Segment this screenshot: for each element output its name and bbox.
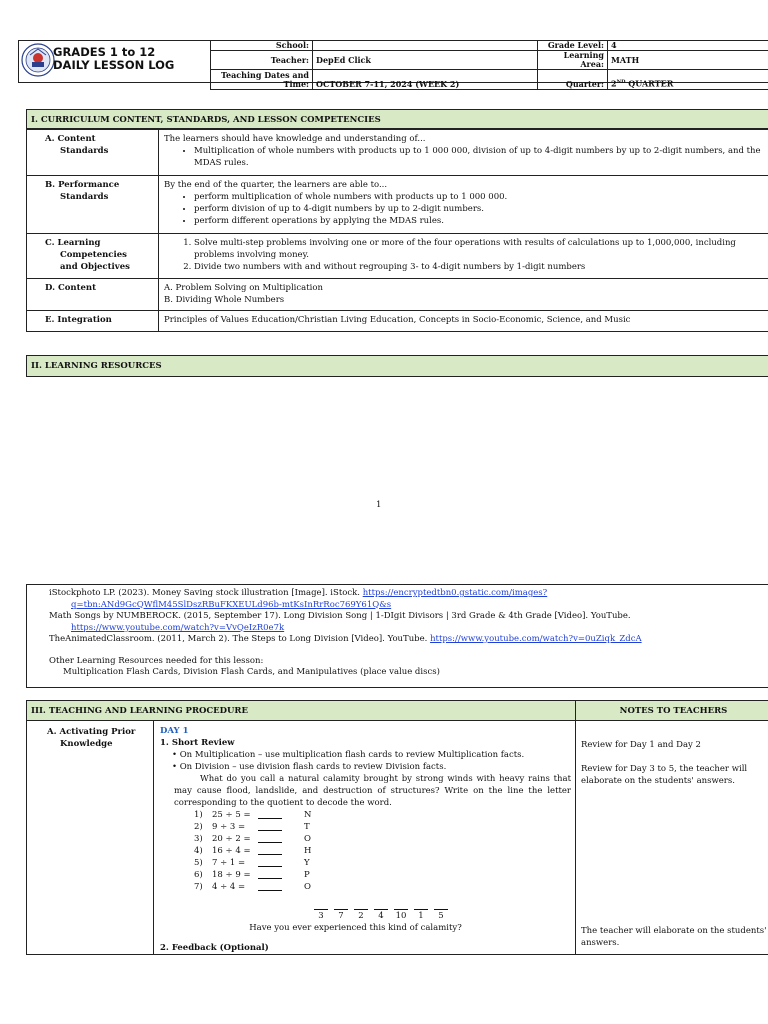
competencies-label [27,234,159,279]
note-1: Review for Day 1 and Day 2 [581,740,701,750]
quarter-label: Quarter: [538,70,608,90]
problem-expression: 25 ÷ 5 = [212,810,251,820]
problem-expression: 16 ÷ 4 = [212,846,251,856]
content-standards-label [27,130,159,176]
content-label: D. Content [27,279,159,311]
content-topic-a: A. Problem Solving on Multiplication [164,283,323,293]
problem-row [194,869,571,881]
feedback-heading: 2. Feedback (Optional) [160,943,269,953]
section1-header: I. CURRICULUM CONTENT, STANDARDS, AND LESSON COMPETENCIES [26,109,768,129]
problem-expression: 4 ÷ 4 = [212,882,246,892]
problem-expression: 18 ÷ 9 = [212,870,251,880]
decode-blank[interactable] [394,901,408,910]
decode-number: 4 [378,911,384,921]
notes-header: NOTES TO TEACHERS [575,700,768,721]
grade-label: Grade Level: [538,41,608,51]
problem-number: 5) [194,858,203,868]
area-label: Learning Area: [538,51,608,70]
problem-expression: 20 ÷ 2 = [212,834,251,844]
grade-value: 4 [608,41,768,51]
decode-cell [394,901,408,922]
dates-label [211,70,313,90]
title-line-1: GRADES 1 to 12 [53,45,156,59]
problem-number: 7) [194,882,203,892]
quarter-suffix: ND [616,79,626,86]
problem-row [194,857,571,869]
content-intro: The learners should have knowledge and understanding of... [164,134,426,144]
decode-number: 1 [418,911,424,921]
decode-number: 5 [438,911,444,921]
decode-number: 7 [338,911,344,921]
reference-1-link-b[interactable]: q=tbn:ANd9GcQWflM45SlDszRBuFKXEULd96b-mtKsInRrRoc769Y61Q&s [71,599,392,610]
answer-blank[interactable] [258,869,282,879]
problem-list [160,809,571,893]
reference-1-link-cont [49,600,768,612]
reference-3-link[interactable]: https://www.youtube.com/watch?v=0uZiqk_ZdcA [430,634,642,644]
section2-header: II. LEARNING RESOURCES [26,355,768,377]
decode-cell [314,901,328,922]
decode-cell [434,901,448,922]
problem-number: 1) [194,810,203,820]
answer-blank[interactable] [258,809,282,819]
perf-label-b: Standards [60,192,109,202]
decode-blank[interactable] [334,901,348,910]
note-2: Review for Day 3 to 5, the teacher will elaborate on the students' answers. [581,764,748,786]
school-value [313,41,538,51]
quarter-word: QUARTER [625,79,674,89]
problem-row [194,833,571,845]
other-resources-items: Multiplication Flash Cards, Division Flash Cards, and Manipulatives (place value discs) [63,667,440,677]
problem-letter: N [304,810,312,820]
answer-blank[interactable] [258,833,282,843]
quarter-number: 2 [611,79,617,89]
calamity-question: Have you ever experienced this kind of calamity? [249,923,462,933]
perf-label-a: B. Performance [45,180,120,190]
review-bullet: • On Division – use division flash cards to review Division facts. [172,762,447,772]
problem-number: 6) [194,870,203,880]
decode-blank[interactable] [314,901,328,910]
dates-label-line1: Teaching Dates and [220,69,309,80]
integration-label: E. Integration [27,311,159,332]
reference-1 [49,588,768,600]
perf-intro: By the end of the quarter, the learners are able to... [164,180,388,190]
problem-expression: 9 ÷ 3 = [212,822,246,832]
other-resources-title: Other Learning Resources needed for this lesson: [49,655,264,666]
decode-number: 10 [395,911,407,921]
decode-instructions: What do you call a natural calamity brought by strong winds with heavy rains that may cause flood, landslide, and destruction of structures? Write on the line the letter corresponding to the quotient to decode the word. [174,774,571,808]
problem-number: 2) [194,822,203,832]
deped-seal-icon [21,43,55,77]
problem-letter: O [304,834,311,844]
performance-standards-value [159,176,768,234]
row-label-b: Knowledge [60,739,113,749]
short-review-heading: 1. Short Review [160,738,235,748]
problem-letter: P [304,870,310,880]
dates-label-line2: Time: [283,78,309,89]
log-title [53,46,174,72]
lesson-log-header [18,40,768,89]
reference-1-text: iStockphoto LP. (2023). Money Saving stock illustration [Image]. iStock. [49,588,363,598]
curriculum-table [26,129,768,332]
answer-blank[interactable] [258,821,282,831]
problem-expression: 7 ÷ 1 = [212,858,246,868]
perf-item: • perform division of up to 4-digit numbers by up to 2-digit numbers. [194,203,766,215]
decode-blank[interactable] [414,901,428,910]
quarter-value [608,70,768,90]
decode-cell [334,901,348,922]
problem-letter: Y [304,858,310,868]
decode-number: 3 [318,911,324,921]
competency-item: 1. Solve multi-step problems involving one or more of the four operations with results of calculations up to 1,000,000, including problems involving money. [194,237,766,261]
content-value [159,279,768,311]
decode-cell [374,901,388,922]
reference-2-link[interactable]: https://www.youtube.com/watch?v=VvQeIzR0e7k [71,622,285,633]
decode-blank[interactable] [354,901,368,910]
answer-blank[interactable] [258,881,282,891]
decode-blank[interactable] [434,901,448,910]
teacher-label: Teacher: [211,51,313,70]
performance-standards-label [27,176,159,234]
comp-label-c: and Objectives [60,262,130,272]
area-value: MATH [608,51,768,70]
decode-number: 2 [358,911,364,921]
problem-letter: T [304,822,310,832]
problem-row [194,821,571,833]
problem-letter: O [304,882,311,892]
competencies-value [159,234,768,279]
problem-letter: H [304,846,312,856]
comp-label-b: Competencies [60,250,127,260]
reference-3-text: TheAnimatedClassroom. (2011, March 2). The Steps to Long Division [Video]. YouTube. [49,634,431,644]
reference-2-text: Math Songs by NUMBEROCK. (2015, September 17). Long Division Song | 1-DIgit Divisors | 3rd Grade & 4th Grade [Video]. YouTube. [49,611,631,621]
problem-row [194,881,571,893]
content-standards-value [159,130,768,176]
title-line-2: DAILY LESSON LOG [53,58,175,72]
competency-item: 2. Divide two numbers with and without regrouping 3- to 4-digit numbers by 1-digit numbers [194,261,766,273]
header-info-table [210,40,768,90]
row-label-a: A. Activating Prior [47,727,136,737]
reference-3 [49,634,768,646]
teacher-value: DepEd Click [313,51,538,70]
answer-blank[interactable] [258,857,282,867]
procedure-content [153,720,576,955]
notes-column [575,720,768,955]
integration-value: Principles of Values Education/Christian Living Education, Concepts in Socio-Economic, Science, and Music [159,311,768,332]
problem-number: 3) [194,834,203,844]
content-label-b: Standards [60,146,109,156]
decode-blank[interactable] [374,901,388,910]
reference-1-link[interactable]: https://encryptedtbn0.gstatic.com/images? [362,588,548,598]
content-topic-b: B. Dividing Whole Numbers [164,295,285,305]
decode-cell [354,901,368,922]
answer-blank[interactable] [258,845,282,855]
problem-row [194,845,571,857]
decode-cell [414,901,428,922]
comp-label-a: C. Learning [45,238,101,248]
content-label-a: A. Content [45,134,96,144]
perf-item: • perform different operations by applying the MDAS rules. [194,215,766,227]
content-item: • Multiplication of whole numbers with products up to 1 000 000, division of up to 4-digit numbers by up to 2-digit numbers, and the MDAS rules. [194,145,766,169]
decode-row [160,901,571,922]
section3-header: III. TEACHING AND LEARNING PROCEDURE [26,700,576,721]
school-label: School: [211,41,313,51]
activating-knowledge-label [26,720,154,955]
dates-value: OCTOBER 7-11, 2024 (WEEK 2) [313,70,538,90]
review-bullet: • On Multiplication – use multiplication flash cards to review Multiplication facts. [172,750,525,760]
problem-number: 4) [194,846,203,856]
problem-row [194,809,571,821]
note-3: The teacher will elaborate on the students' answers. [581,926,767,948]
resources-box [26,584,768,688]
perf-item: • perform multiplication of whole numbers with products up to 1 000 000. [194,191,766,203]
page-number: 1 [376,500,382,510]
day-label: DAY 1 [160,726,189,736]
